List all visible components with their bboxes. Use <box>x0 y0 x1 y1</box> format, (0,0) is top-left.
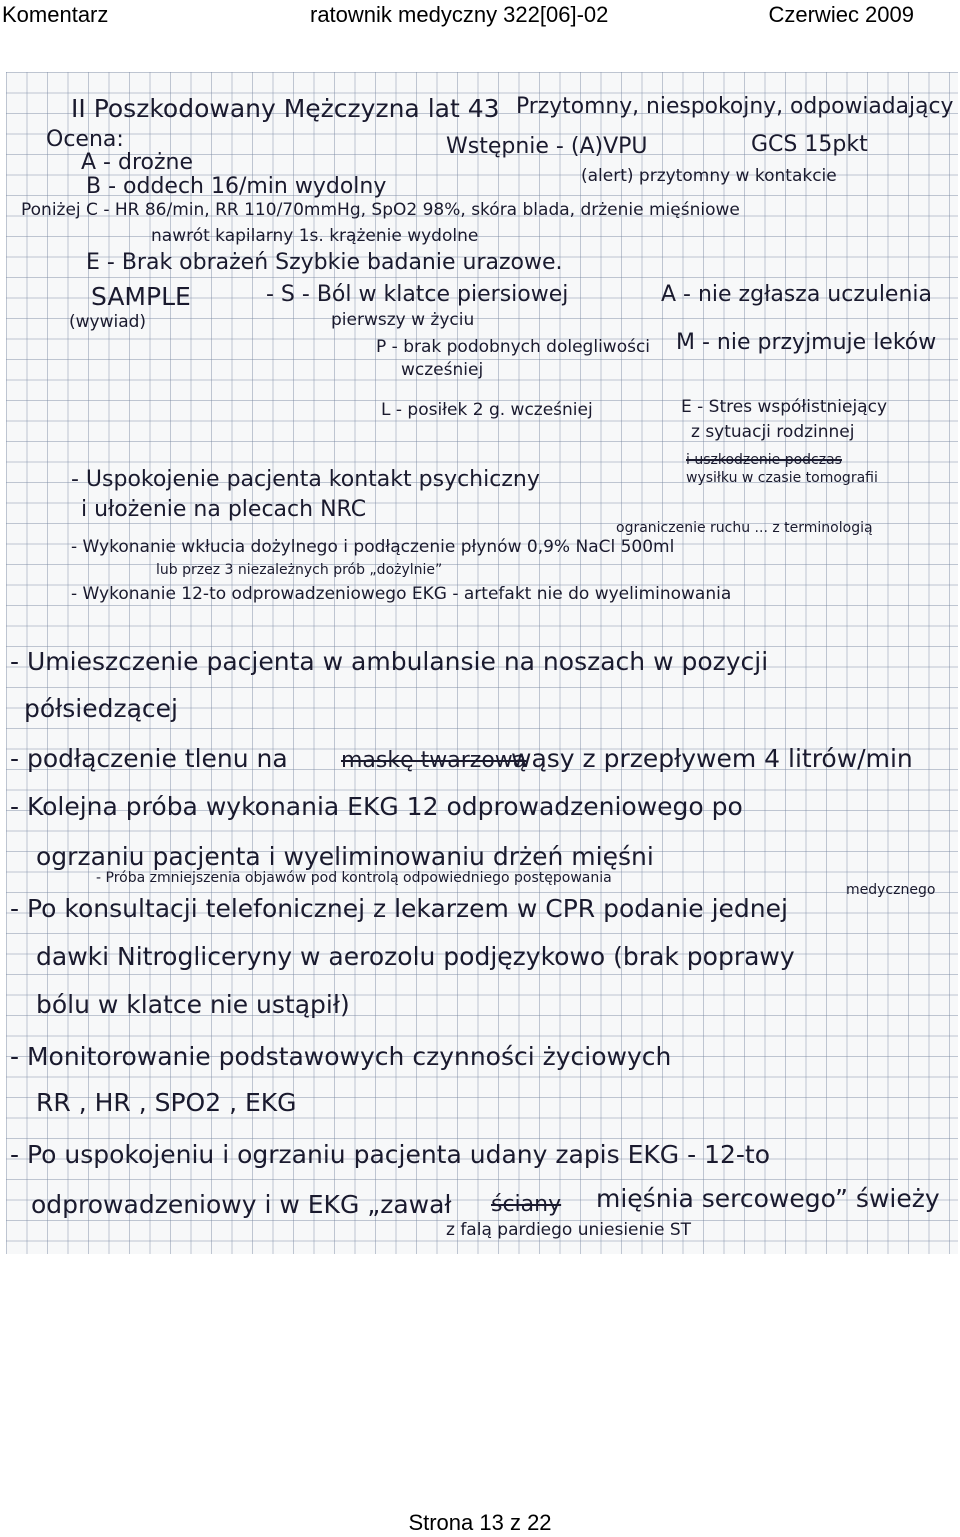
note-e-struck: i uszkodzenie podczas <box>686 452 842 468</box>
note-step-1b: i ułożenie na plecach NRC <box>81 497 367 522</box>
note-t6c: mięśnia sercowego” świeży <box>596 1184 940 1213</box>
note-e: E - Brak obrażeń Szybkie badanie urazowe. <box>86 250 563 275</box>
header-date: Czerwiec 2009 <box>768 2 914 27</box>
note-t5: - Monitorowanie podstawowych czynności życiowych <box>10 1042 672 1071</box>
note-t6d: z falą pardiego uniesienie ST <box>446 1220 692 1240</box>
note-ocena: Ocena: <box>46 127 124 152</box>
note-sample-label: SAMPLE <box>91 282 191 311</box>
note-c2: nawrót kapilarny 1s. krążenie wydolne <box>151 226 479 246</box>
note-status: Przytomny, niespokojny, odpowiadający <box>516 94 954 119</box>
note-m: M - nie przyjmuje leków <box>676 330 937 355</box>
note-t3c2: medycznego <box>846 882 936 898</box>
handwritten-scan <box>6 72 958 1254</box>
note-t4b: dawki Nitrogliceryny w aerozolu podjęzykowo (brak poprawy <box>36 942 795 971</box>
note-t6: - Po uspokojeniu i ogrzaniu pacjenta udany zapis EKG - 12-to <box>10 1140 771 1169</box>
note-avpu: Wstępnie - (A)VPU <box>446 134 648 159</box>
note-t3b: ogrzaniu pacjenta i wyeliminowaniu drżeń mięśni <box>36 842 654 871</box>
note-t2-struck: maskę twarzową <box>341 748 527 773</box>
note-s2: pierwszy w życiu <box>331 310 475 330</box>
scan-section-assessment <box>21 72 958 632</box>
note-t2: - podłączenie tlenu na <box>10 744 288 773</box>
note-e-sample3: wysiłku w czasie tomografii <box>686 470 878 486</box>
note-p: P - brak podobnych dolegliwości <box>376 337 651 357</box>
note-sample-sub: (wywiad) <box>69 312 147 332</box>
header-document-type: Komentarz <box>2 2 109 27</box>
note-l: L - posiłek 2 g. wcześniej <box>381 400 593 420</box>
note-t6b-struck: ściany <box>491 1192 562 1217</box>
note-e-sample: E - Stres współistniejący <box>681 397 888 417</box>
note-t3: - Kolejna próba wykonania EKG 12 odprowadzeniowego po <box>10 792 743 821</box>
note-t5b: RR , HR , SPO2 , EKG <box>36 1088 297 1117</box>
note-step-2-note: ograniczenie ruchu ... z terminologią <box>616 520 873 536</box>
note-a-sample: A - nie zgłasza uczulenia <box>661 282 933 307</box>
note-alert: (alert) przytomny w kontakcie <box>581 166 837 186</box>
note-t1: - Umieszczenie pacjenta w ambulansie na noszach w pozycji <box>10 647 769 676</box>
note-step-3: - Wykonanie 12-to odprowadzeniowego EKG - artefakt nie do wyeliminowania <box>71 584 732 604</box>
note-t4c: bólu w klatce nie ustąpił) <box>36 990 350 1019</box>
note-p2: wcześniej <box>401 360 484 380</box>
note-c: Poniżej C - HR 86/min, RR 110/70mmHg, SpO2 98%, skóra blada, drżenie mięśniowe <box>21 200 740 220</box>
page-header <box>0 0 960 30</box>
note-step-2b: lub przez 3 niezależnych prób „dożylnie” <box>156 562 443 578</box>
note-gcs: GCS 15pkt <box>751 132 868 157</box>
page-footer <box>0 1510 960 1536</box>
note-e-sample2: z sytuacji rodzinnej <box>691 422 855 442</box>
note-t1b: półsiedzącej <box>24 694 179 723</box>
note-b: B - oddech 16/min wydolny <box>86 174 387 199</box>
note-step-1: - Uspokojenie pacjenta kontakt psychiczny <box>71 467 540 492</box>
note-t4: - Po konsultacji telefonicznej z lekarzem w CPR podanie jednej <box>10 894 788 923</box>
page-number: Strona 13 z 22 <box>408 1510 552 1535</box>
note-title: II Poszkodowany Mężczyzna lat 43 <box>71 94 500 123</box>
note-s: - S - Ból w klatce piersiowej <box>266 282 569 307</box>
note-a: A - drożne <box>81 150 193 175</box>
note-t6b: odprowadzeniowy i w EKG „zawał <box>31 1190 452 1219</box>
note-t3c: - Próba zmniejszenia objawów pod kontrolą odpowiedniego postępowania <box>96 870 612 886</box>
header-exam-title: ratownik medyczny 322[06]-02 <box>310 2 609 27</box>
note-t2b: wąsy z przepływem 4 litrów/min <box>511 744 913 773</box>
note-step-2: - Wykonanie wkłucia dożylnego i podłączenie płynów 0,9% NaCl 500ml <box>71 537 675 557</box>
scan-section-procedures <box>6 632 958 1254</box>
